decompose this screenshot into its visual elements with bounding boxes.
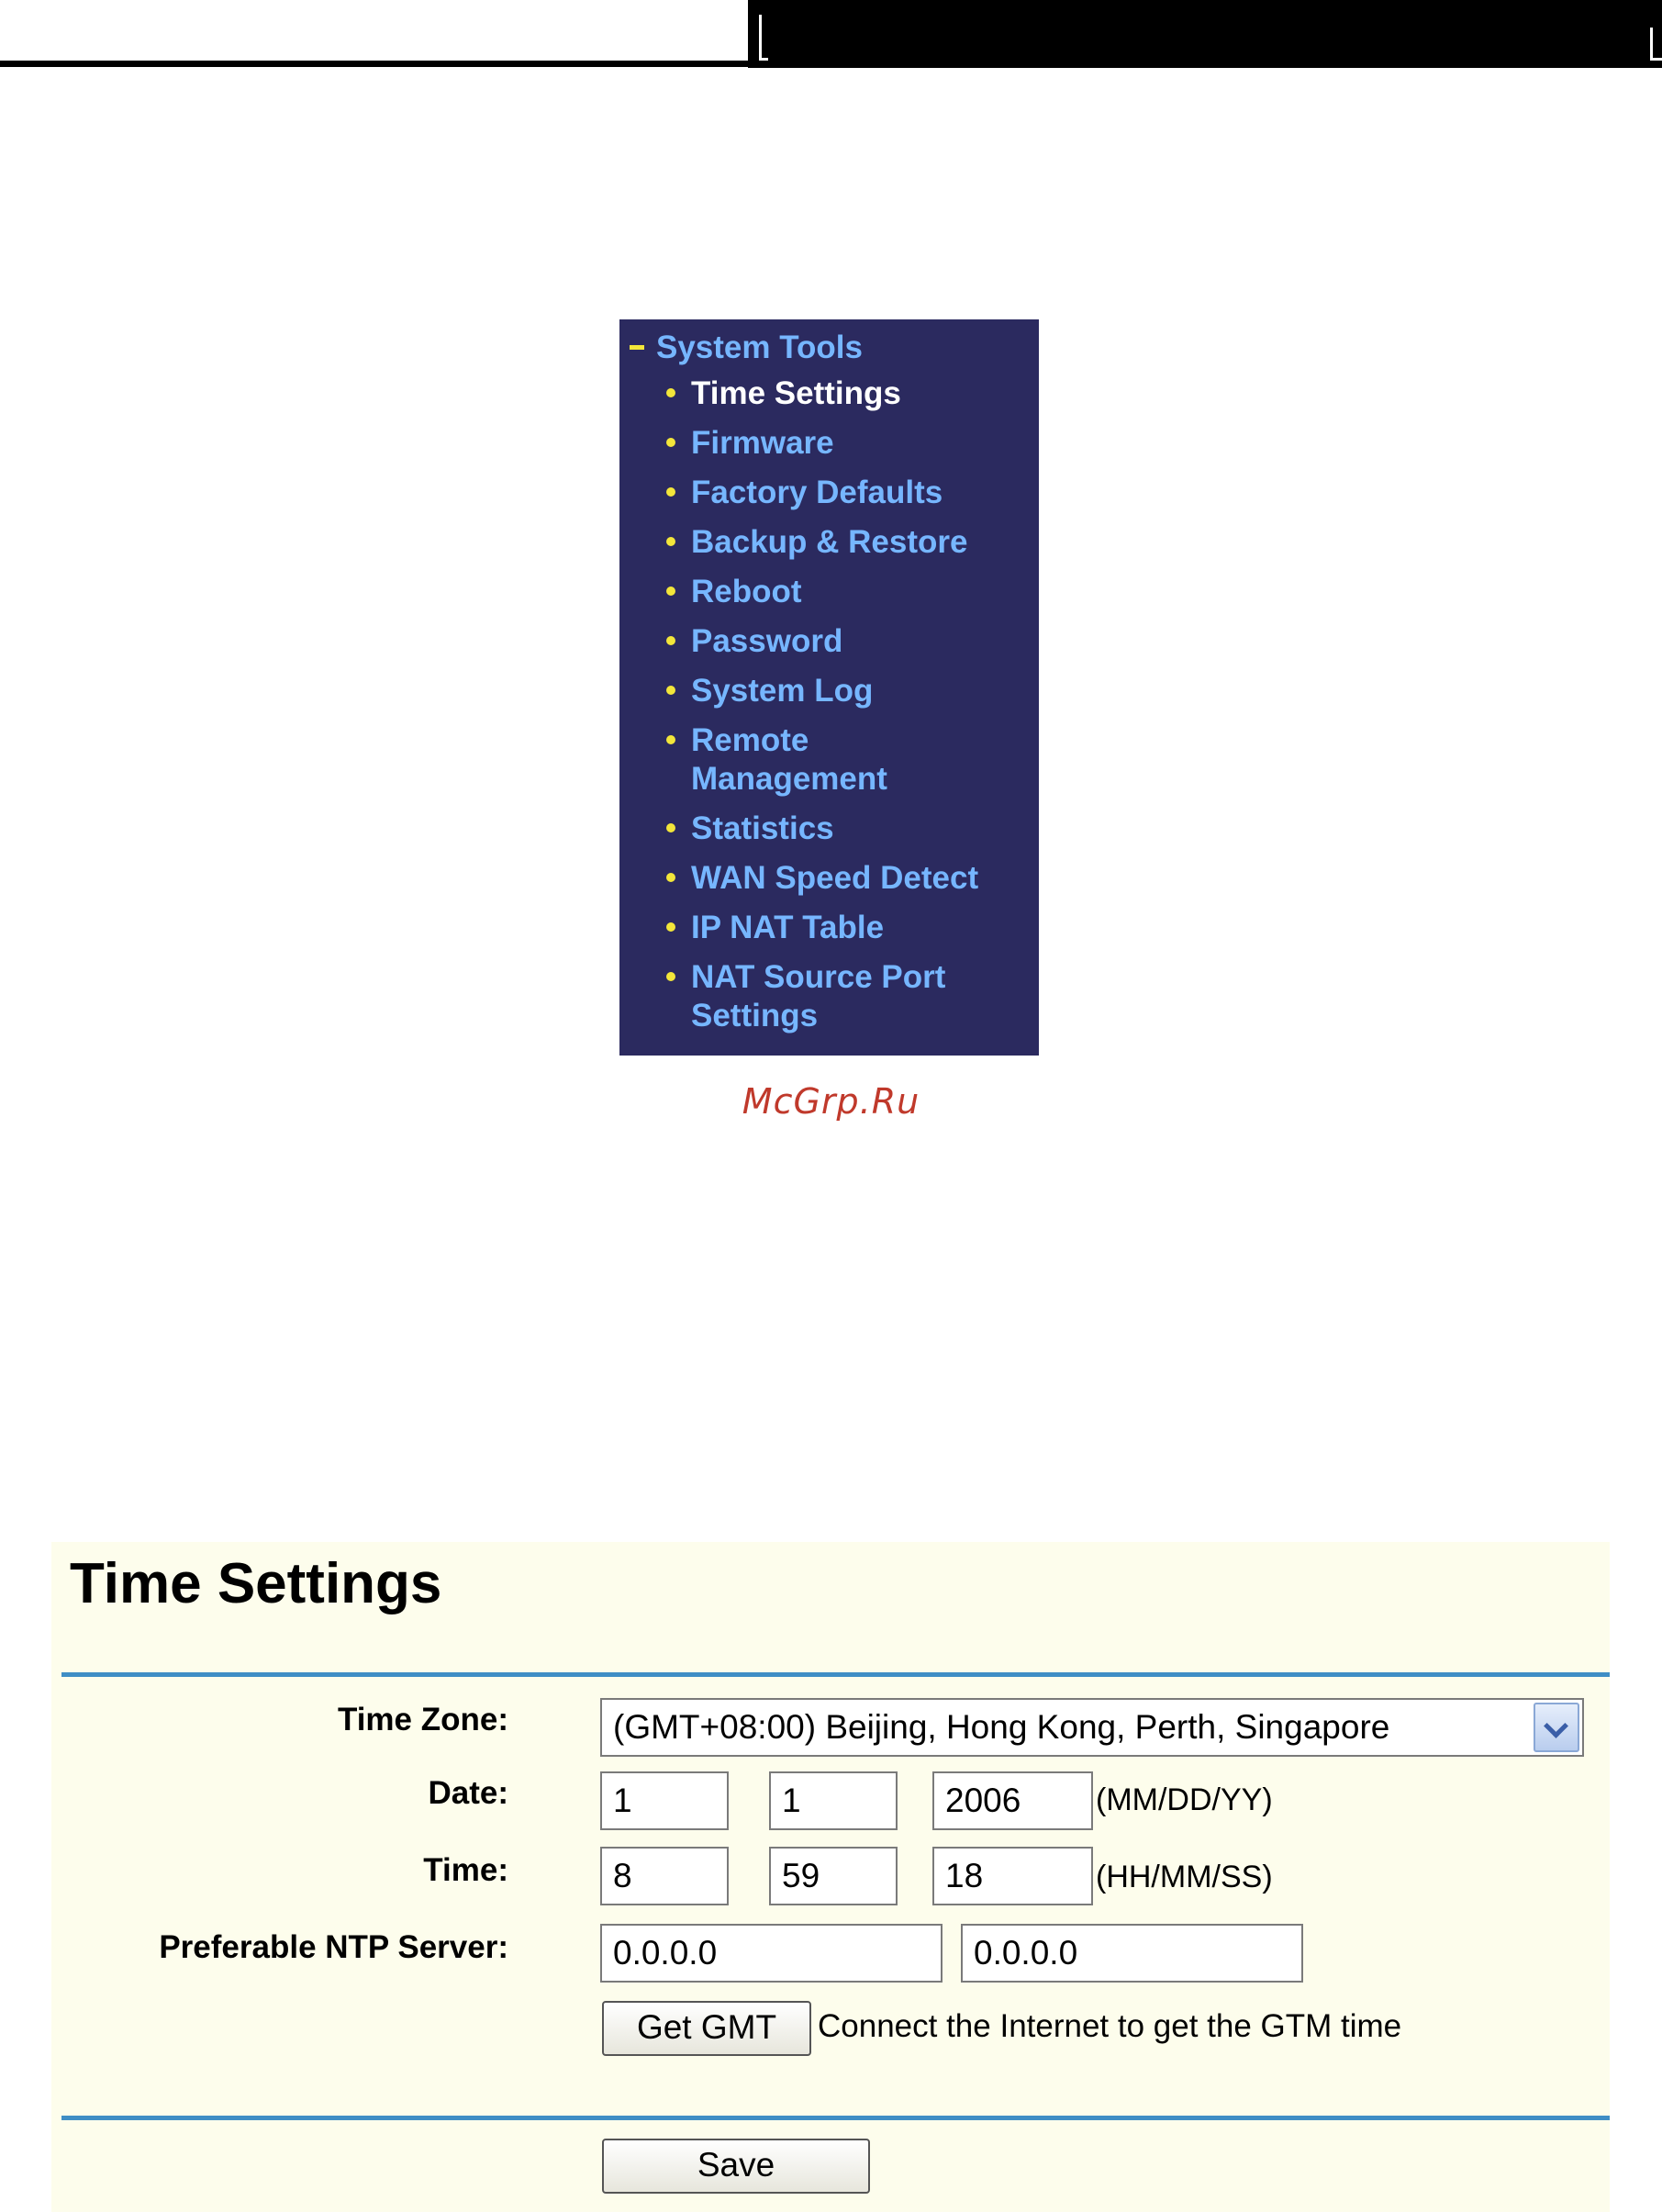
header-bar xyxy=(748,0,1662,68)
time-second-input[interactable]: 18 xyxy=(932,1847,1093,1905)
bullet-icon xyxy=(666,972,675,981)
menu-item-ip-nat-table[interactable] xyxy=(619,909,1039,947)
bullet-icon xyxy=(666,438,675,447)
menu-item-label: IP NAT Table xyxy=(691,910,885,945)
time-hour-input[interactable]: 8 xyxy=(600,1847,729,1905)
header-corner-mark-right xyxy=(1650,28,1653,61)
date-year-input[interactable]: 2006 xyxy=(932,1771,1093,1830)
ntp-server-secondary-input[interactable]: 0.0.0.0 xyxy=(961,1924,1303,1983)
get-gmt-hint: Connect the Internet to get the GTM time xyxy=(818,2008,1402,2044)
time-zone-value: (GMT+08:00) Beijing, Hong Kong, Perth, Singapore xyxy=(613,1708,1390,1746)
watermark-text: McGrp.Ru xyxy=(742,1081,920,1122)
menu-item-label: Password xyxy=(691,623,843,659)
time-format-hint: (HH/MM/SS) xyxy=(1096,1860,1273,1894)
chevron-down-icon[interactable] xyxy=(1534,1703,1579,1752)
divider-bottom xyxy=(61,2116,1610,2120)
bullet-icon xyxy=(666,686,675,695)
time-minute-input[interactable]: 59 xyxy=(769,1847,898,1905)
menu-item-label: Factory Defaults xyxy=(691,475,943,510)
bullet-icon xyxy=(666,487,675,497)
menu-item-time-settings[interactable] xyxy=(619,374,1039,413)
menu-item-label: Reboot xyxy=(691,574,802,609)
ntp-server-label: Preferable NTP Server: xyxy=(159,1929,508,1965)
time-zone-label: Time Zone: xyxy=(337,1702,508,1737)
header-corner-mark-left xyxy=(759,15,762,61)
menu-item-label: Statistics xyxy=(691,810,834,846)
page-title: Time Settings xyxy=(70,1552,442,1615)
bullet-icon xyxy=(666,922,675,932)
ntp-server-primary-input[interactable]: 0.0.0.0 xyxy=(600,1924,943,1983)
menu-item-label: Remote Management xyxy=(691,722,887,797)
menu-item-system-log[interactable] xyxy=(619,672,1039,710)
menu-item-remote-management[interactable] xyxy=(619,721,911,799)
menu-item-backup-restore[interactable] xyxy=(619,523,1039,562)
date-label: Date: xyxy=(428,1775,508,1811)
menu-item-firmware[interactable] xyxy=(619,424,1039,463)
bullet-icon xyxy=(666,823,675,832)
menu-item-reboot[interactable] xyxy=(619,573,1039,611)
menu-item-statistics[interactable] xyxy=(619,810,1039,848)
date-month-input[interactable]: 1 xyxy=(600,1771,729,1830)
menu-item-label: System Log xyxy=(691,673,874,709)
time-zone-select[interactable] xyxy=(600,1698,1584,1757)
bullet-icon xyxy=(666,587,675,596)
menu-section-label: System Tools xyxy=(656,330,863,365)
bullet-icon xyxy=(666,735,675,744)
menu-item-label: NAT Source Port Settings xyxy=(691,959,946,1033)
menu-item-label: Time Settings xyxy=(691,375,901,411)
bullet-icon xyxy=(666,537,675,546)
date-day-input[interactable]: 1 xyxy=(769,1771,898,1830)
menu-item-factory-defaults[interactable] xyxy=(619,474,1039,512)
menu-item-label: WAN Speed Detect xyxy=(691,860,979,896)
time-settings-panel xyxy=(51,1542,1610,2212)
header-rule xyxy=(0,61,748,67)
save-button[interactable]: Save xyxy=(602,2139,870,2194)
menu-item-password[interactable] xyxy=(619,622,1039,661)
collapse-dash-icon xyxy=(630,345,644,350)
menu-item-label: Backup & Restore xyxy=(691,524,968,560)
bullet-icon xyxy=(666,388,675,397)
bullet-icon xyxy=(666,636,675,645)
menu-item-wan-speed-detect[interactable] xyxy=(619,859,1039,898)
time-label: Time: xyxy=(423,1852,508,1888)
menu-item-label: Firmware xyxy=(691,425,834,461)
menu-section-system-tools[interactable] xyxy=(619,325,1039,371)
divider-top xyxy=(61,1672,1610,1677)
bullet-icon xyxy=(666,873,675,882)
get-gmt-button[interactable]: Get GMT xyxy=(602,2001,811,2056)
system-tools-menu xyxy=(619,319,1039,1056)
date-format-hint: (MM/DD/YY) xyxy=(1096,1782,1273,1817)
menu-item-nat-source-port-settings[interactable] xyxy=(619,958,966,1035)
